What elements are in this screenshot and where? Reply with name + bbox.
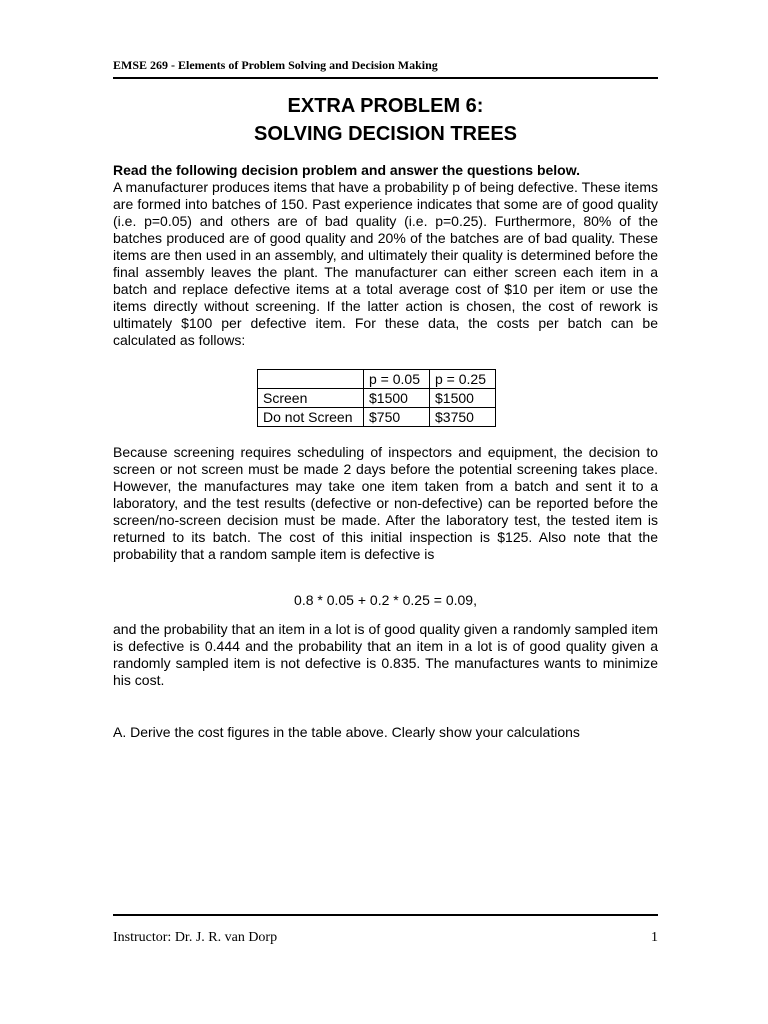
table-cell: $3750 <box>430 408 496 427</box>
page-title <box>113 92 658 148</box>
table-cell: p = 0.05 <box>364 370 430 389</box>
page-number: 1 <box>651 930 658 945</box>
table-header-row <box>258 370 496 389</box>
problem-description <box>113 162 658 349</box>
paragraph-3: and the probability that an item in a lot is of good quality given a randomly sampled item is defective is 0.444 and the probability that an item in a lot is of good quality given a randomly sampled item is not defective is 0.835. The manufactures wants to minimize his cost. <box>113 621 658 688</box>
table-row <box>258 389 496 408</box>
course-header: EMSE 269 - Elements of Problem Solving and Decision Making <box>113 58 438 72</box>
table-cell: Screen <box>258 389 364 408</box>
title-line-2: SOLVING DECISION TREES <box>254 123 517 145</box>
question-a: A. Derive the cost figures in the table above. Clearly show your calculations <box>113 724 580 740</box>
paragraph-1: A manufacturer produces items that have a probability p of being defective. These items are formed into batches of 150. Past experience indicates that some are of good quality (i.e. p=0.05) and others are of bad quality (i.e. p=0.25). Furthermore, 80% of the batches produced are of good quality and 20% of the batches are of bad quality. These items are then used in an assembly, and ultimately their quality is determined before the final assembly leaves the plant. The manufacturer can either screen each item in a batch and replace defective items at a total average cost of $10 per item or use the items directly without screening. If the latter action is chosen, the cost of rework is ultimately $100 per defective item. For these data, the costs per batch can be calculated as follows: <box>113 179 658 348</box>
title-line-1: EXTRA PROBLEM 6: <box>287 95 484 117</box>
table-cell <box>258 370 364 389</box>
table-cell: $1500 <box>364 389 430 408</box>
header-rule <box>113 77 658 79</box>
probability-formula: 0.8 * 0.05 + 0.2 * 0.25 = 0.09, <box>294 592 477 608</box>
table-cell: p = 0.25 <box>430 370 496 389</box>
table-row <box>258 408 496 427</box>
cost-table <box>257 369 496 427</box>
footer-rule <box>113 914 658 916</box>
table-cell: $750 <box>364 408 430 427</box>
intro-heading: Read the following decision problem and answer the questions below. <box>113 162 580 178</box>
table-cell: $1500 <box>430 389 496 408</box>
table-cell: Do not Screen <box>258 408 364 427</box>
instructor-footer: Instructor: Dr. J. R. van Dorp <box>113 930 278 945</box>
paragraph-2: Because screening requires scheduling of inspectors and equipment, the decision to screen or not screen must be made 2 days before the potential screening takes place. However, the manufactures may take one item taken from a batch and sent it to a laboratory, and the test results (defective or non-defective) can be reported before the screen/no-screen decision must be made. After the laboratory test, the tested item is returned to its batch. The cost of this initial inspection is $125. Also note that the probability that a random sample item is defective is <box>113 444 658 562</box>
